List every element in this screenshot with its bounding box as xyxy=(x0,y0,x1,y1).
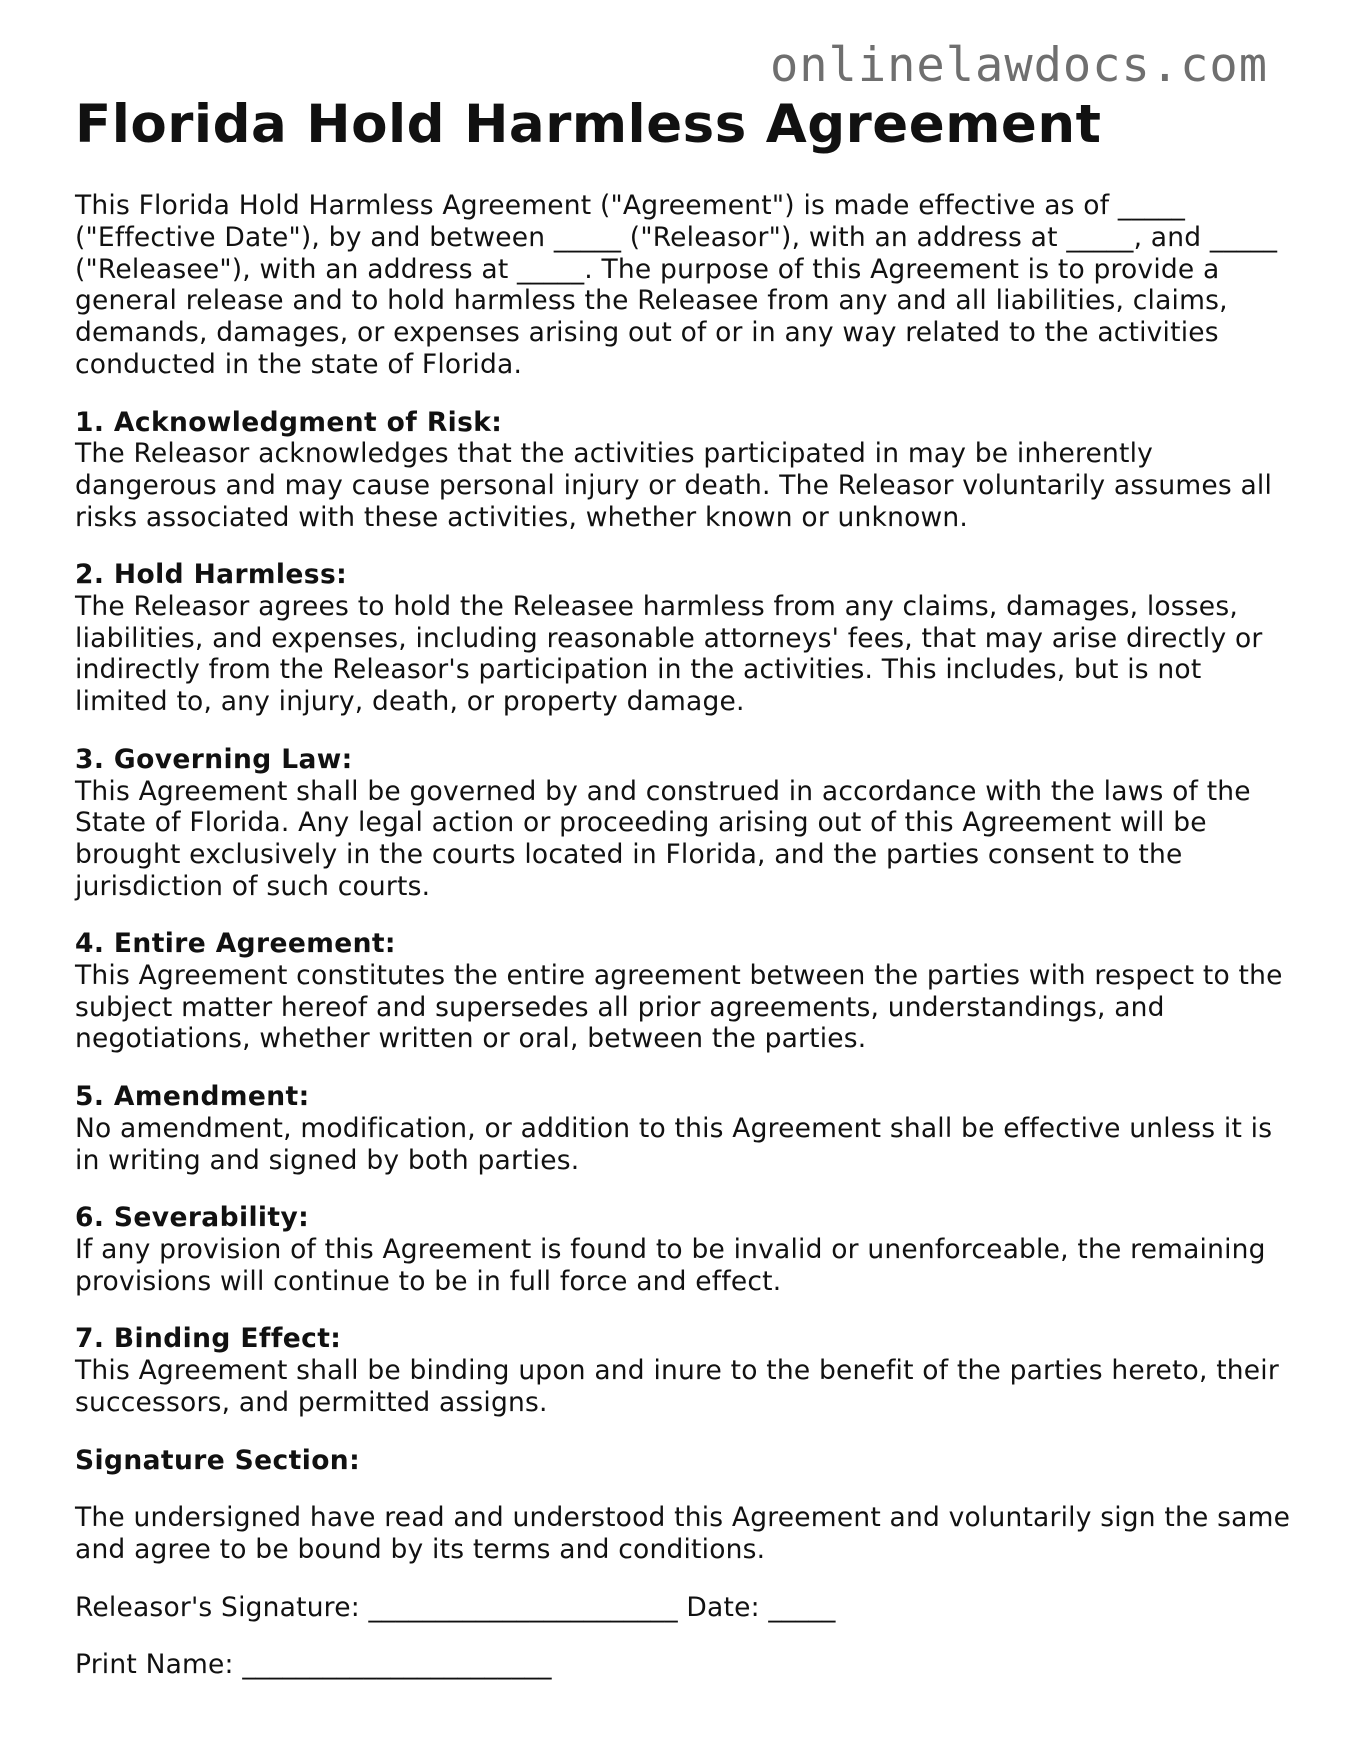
section-body: The Releasor agrees to hold the Releasee harmless from any claims, damages, losses, liabilities, and expenses, including reasonable attorneys' fees, that may arise directly or indirectly from the Releasor's participation in the activities. This includes, but is not limited to, any injury, death, or property damage. xyxy=(75,591,1263,718)
section-heading: 4. Entire Agreement: xyxy=(75,928,396,960)
section-heading: 6. Severability: xyxy=(75,1202,310,1234)
section-heading: 5. Amendment: xyxy=(75,1081,310,1113)
section-binding-effect xyxy=(75,1323,1295,1418)
section-body: If any provision of this Agreement is found to be invalid or unenforceable, the remaining provisions will continue to be in full force and effect. xyxy=(75,1233,1266,1297)
document-page xyxy=(75,96,1295,1707)
section-governing-law xyxy=(75,744,1295,903)
section-hold-harmless xyxy=(75,559,1295,718)
releasor-signature-line: Releasor's Signature: _______________________ Date: _____ xyxy=(75,1591,836,1623)
section-body: No amendment, modification, or addition to this Agreement shall be effective unless it is in writing and signed by both parties. xyxy=(75,1112,1273,1176)
section-body: This Agreement constitutes the entire agreement between the parties with respect to the subject matter hereof and supersedes all prior agreements, understandings, and negotiations, whether written or oral, between the parties. xyxy=(75,960,1283,1055)
section-heading: 3. Governing Law: xyxy=(75,743,353,775)
section-heading: 2. Hold Harmless: xyxy=(75,559,348,591)
intro-paragraph: This Florida Hold Harmless Agreement ("Agreement") is made effective as of _____ ("Effective Date"), by and between _____ ("Releasor"), with an address at _____, and _____ ("Releasee"), with an address at _____. The purpose of this Agreement is to provide a general release and to hold harmless the Releasee from any and all liabilities, claims, demands, damages, or expenses arising out of or in any way related to the activities conducted in the state of Florida. xyxy=(75,190,1278,380)
signature-statement: The undersigned have read and understood this Agreement and voluntarily sign the same and agree to be bound by its terms and conditions. xyxy=(75,1502,1291,1565)
watermark: onlinelawdocs.com xyxy=(769,38,1268,93)
section-body: This Agreement shall be binding upon and inure to the benefit of the parties hereto, their successors, and permitted assigns. xyxy=(75,1355,1279,1418)
signature-section-heading: Signature Section: xyxy=(75,1444,361,1476)
section-body: This Agreement shall be governed by and construed in accordance with the laws of the State of Florida. Any legal action or proceeding arising out of this Agreement will be brought exclusively in the courts located in Florida, and the parties consent to the jurisdiction of such courts. xyxy=(75,775,1251,902)
print-name-line: Print Name: _______________________ xyxy=(75,1649,552,1681)
section-heading: 1. Acknowledgment of Risk: xyxy=(75,406,503,438)
section-heading: 7. Binding Effect: xyxy=(75,1323,342,1355)
section-severability xyxy=(75,1202,1295,1297)
document-title: Florida Hold Harmless Agreement xyxy=(75,94,1102,155)
section-body: The Releasor acknowledges that the activities participated in may be inherently dangerous and may cause personal injury or death. The Releasor voluntarily assumes all risks associated with these activities, whether known or unknown. xyxy=(75,438,1273,533)
section-amendment xyxy=(75,1081,1295,1176)
section-acknowledgment-of-risk xyxy=(75,407,1295,534)
section-entire-agreement xyxy=(75,928,1295,1055)
